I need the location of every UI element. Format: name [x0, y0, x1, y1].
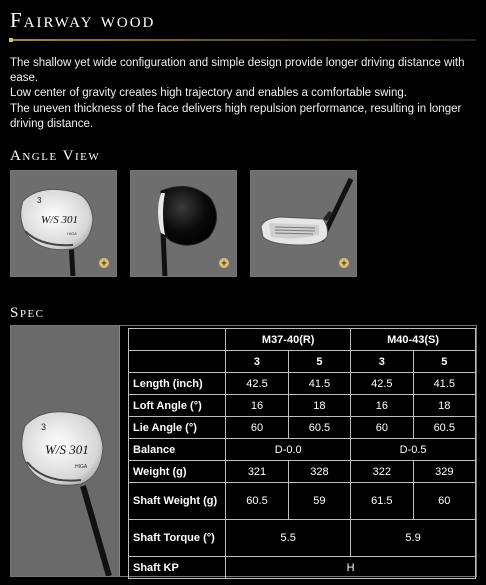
spec-club-row [129, 351, 476, 373]
table-cell: 18 [413, 395, 475, 417]
zoom-plus-icon[interactable]: + [339, 258, 349, 268]
title-divider [10, 39, 476, 41]
club-header: 3 [226, 351, 288, 373]
row-label: Length (inch) [129, 373, 226, 395]
angle-view-heading: Angle View [10, 148, 101, 164]
table-cell: 329 [413, 461, 475, 483]
club-header: 5 [413, 351, 475, 373]
table-row [129, 461, 476, 483]
table-cell: D-0.0 [226, 439, 351, 461]
spec-model-row [129, 329, 476, 351]
angle-view-top-thumbnail[interactable] [10, 170, 117, 277]
angle-view-face-thumbnail[interactable] [250, 170, 357, 277]
table-row [129, 483, 476, 520]
zoom-plus-icon[interactable]: + [99, 258, 109, 268]
table-row [129, 557, 476, 579]
row-label: Lie Angle (°) [129, 417, 226, 439]
spec-heading: Spec [10, 305, 45, 321]
club-number-text: 3 [41, 422, 47, 432]
table-row [129, 395, 476, 417]
table-cell: 42.5 [351, 373, 413, 395]
table-cell: 328 [288, 461, 350, 483]
brand-mark-text: W/S 301 [41, 214, 78, 226]
club-number-text: 3 [37, 196, 42, 205]
intro-line-3: The uneven thickness of the face delivers high repulsion performance, resulting in longer driving distance. [10, 102, 462, 130]
small-brand-text: HIGA [75, 464, 88, 470]
table-cell: 321 [226, 461, 288, 483]
row-label: Weight (g) [129, 461, 226, 483]
small-brand-text: HIGA [67, 231, 77, 236]
table-row [129, 373, 476, 395]
table-cell: 18 [288, 395, 350, 417]
table-cell: 61.5 [351, 483, 413, 520]
spec-corner-cell [129, 351, 226, 373]
spec-corner-cell [129, 329, 226, 351]
table-cell: 41.5 [288, 373, 350, 395]
table-cell: 60 [226, 417, 288, 439]
table-cell: 60.5 [226, 483, 288, 520]
spec-club-image [11, 326, 120, 576]
table-row [129, 439, 476, 461]
intro-line-1: The shallow yet wide configuration and simple design provide longer driving distance with ease. [10, 57, 465, 85]
table-cell: 322 [351, 461, 413, 483]
row-label: Balance [129, 439, 226, 461]
table-row [129, 520, 476, 557]
table-cell: D-0.5 [351, 439, 476, 461]
row-label: Shaft Weight (g) [129, 483, 226, 520]
title-divider-dot [9, 38, 13, 42]
row-label: Shaft KP [129, 557, 226, 579]
brand-mark-text: W/S 301 [45, 442, 89, 457]
row-label: Loft Angle (°) [129, 395, 226, 417]
club-header: 5 [288, 351, 350, 373]
model-r-header: M37-40(R) [226, 329, 351, 351]
spec-table [128, 328, 476, 579]
table-cell: H [226, 557, 476, 579]
model-s-header: M40-43(S) [351, 329, 476, 351]
zoom-plus-icon[interactable]: + [219, 258, 229, 268]
table-cell: 5.5 [226, 520, 351, 557]
angle-view-sole-thumbnail[interactable] [130, 170, 237, 277]
table-cell: 5.9 [351, 520, 476, 557]
table-cell: 41.5 [413, 373, 475, 395]
table-cell: 60.5 [288, 417, 350, 439]
row-label: Shaft Torque (°) [129, 520, 226, 557]
spec-panel [10, 325, 477, 577]
intro-text [10, 56, 476, 132]
club-header: 3 [351, 351, 413, 373]
table-row [129, 417, 476, 439]
intro-line-2: Low center of gravity creates high trajectory and enables a comfortable swing. [10, 87, 407, 100]
table-cell: 16 [226, 395, 288, 417]
table-cell: 60 [351, 417, 413, 439]
table-cell: 16 [351, 395, 413, 417]
table-cell: 60.5 [413, 417, 475, 439]
table-cell: 59 [288, 483, 350, 520]
table-cell: 60 [413, 483, 475, 520]
page-title: Fairway wood [10, 8, 156, 32]
table-cell: 42.5 [226, 373, 288, 395]
